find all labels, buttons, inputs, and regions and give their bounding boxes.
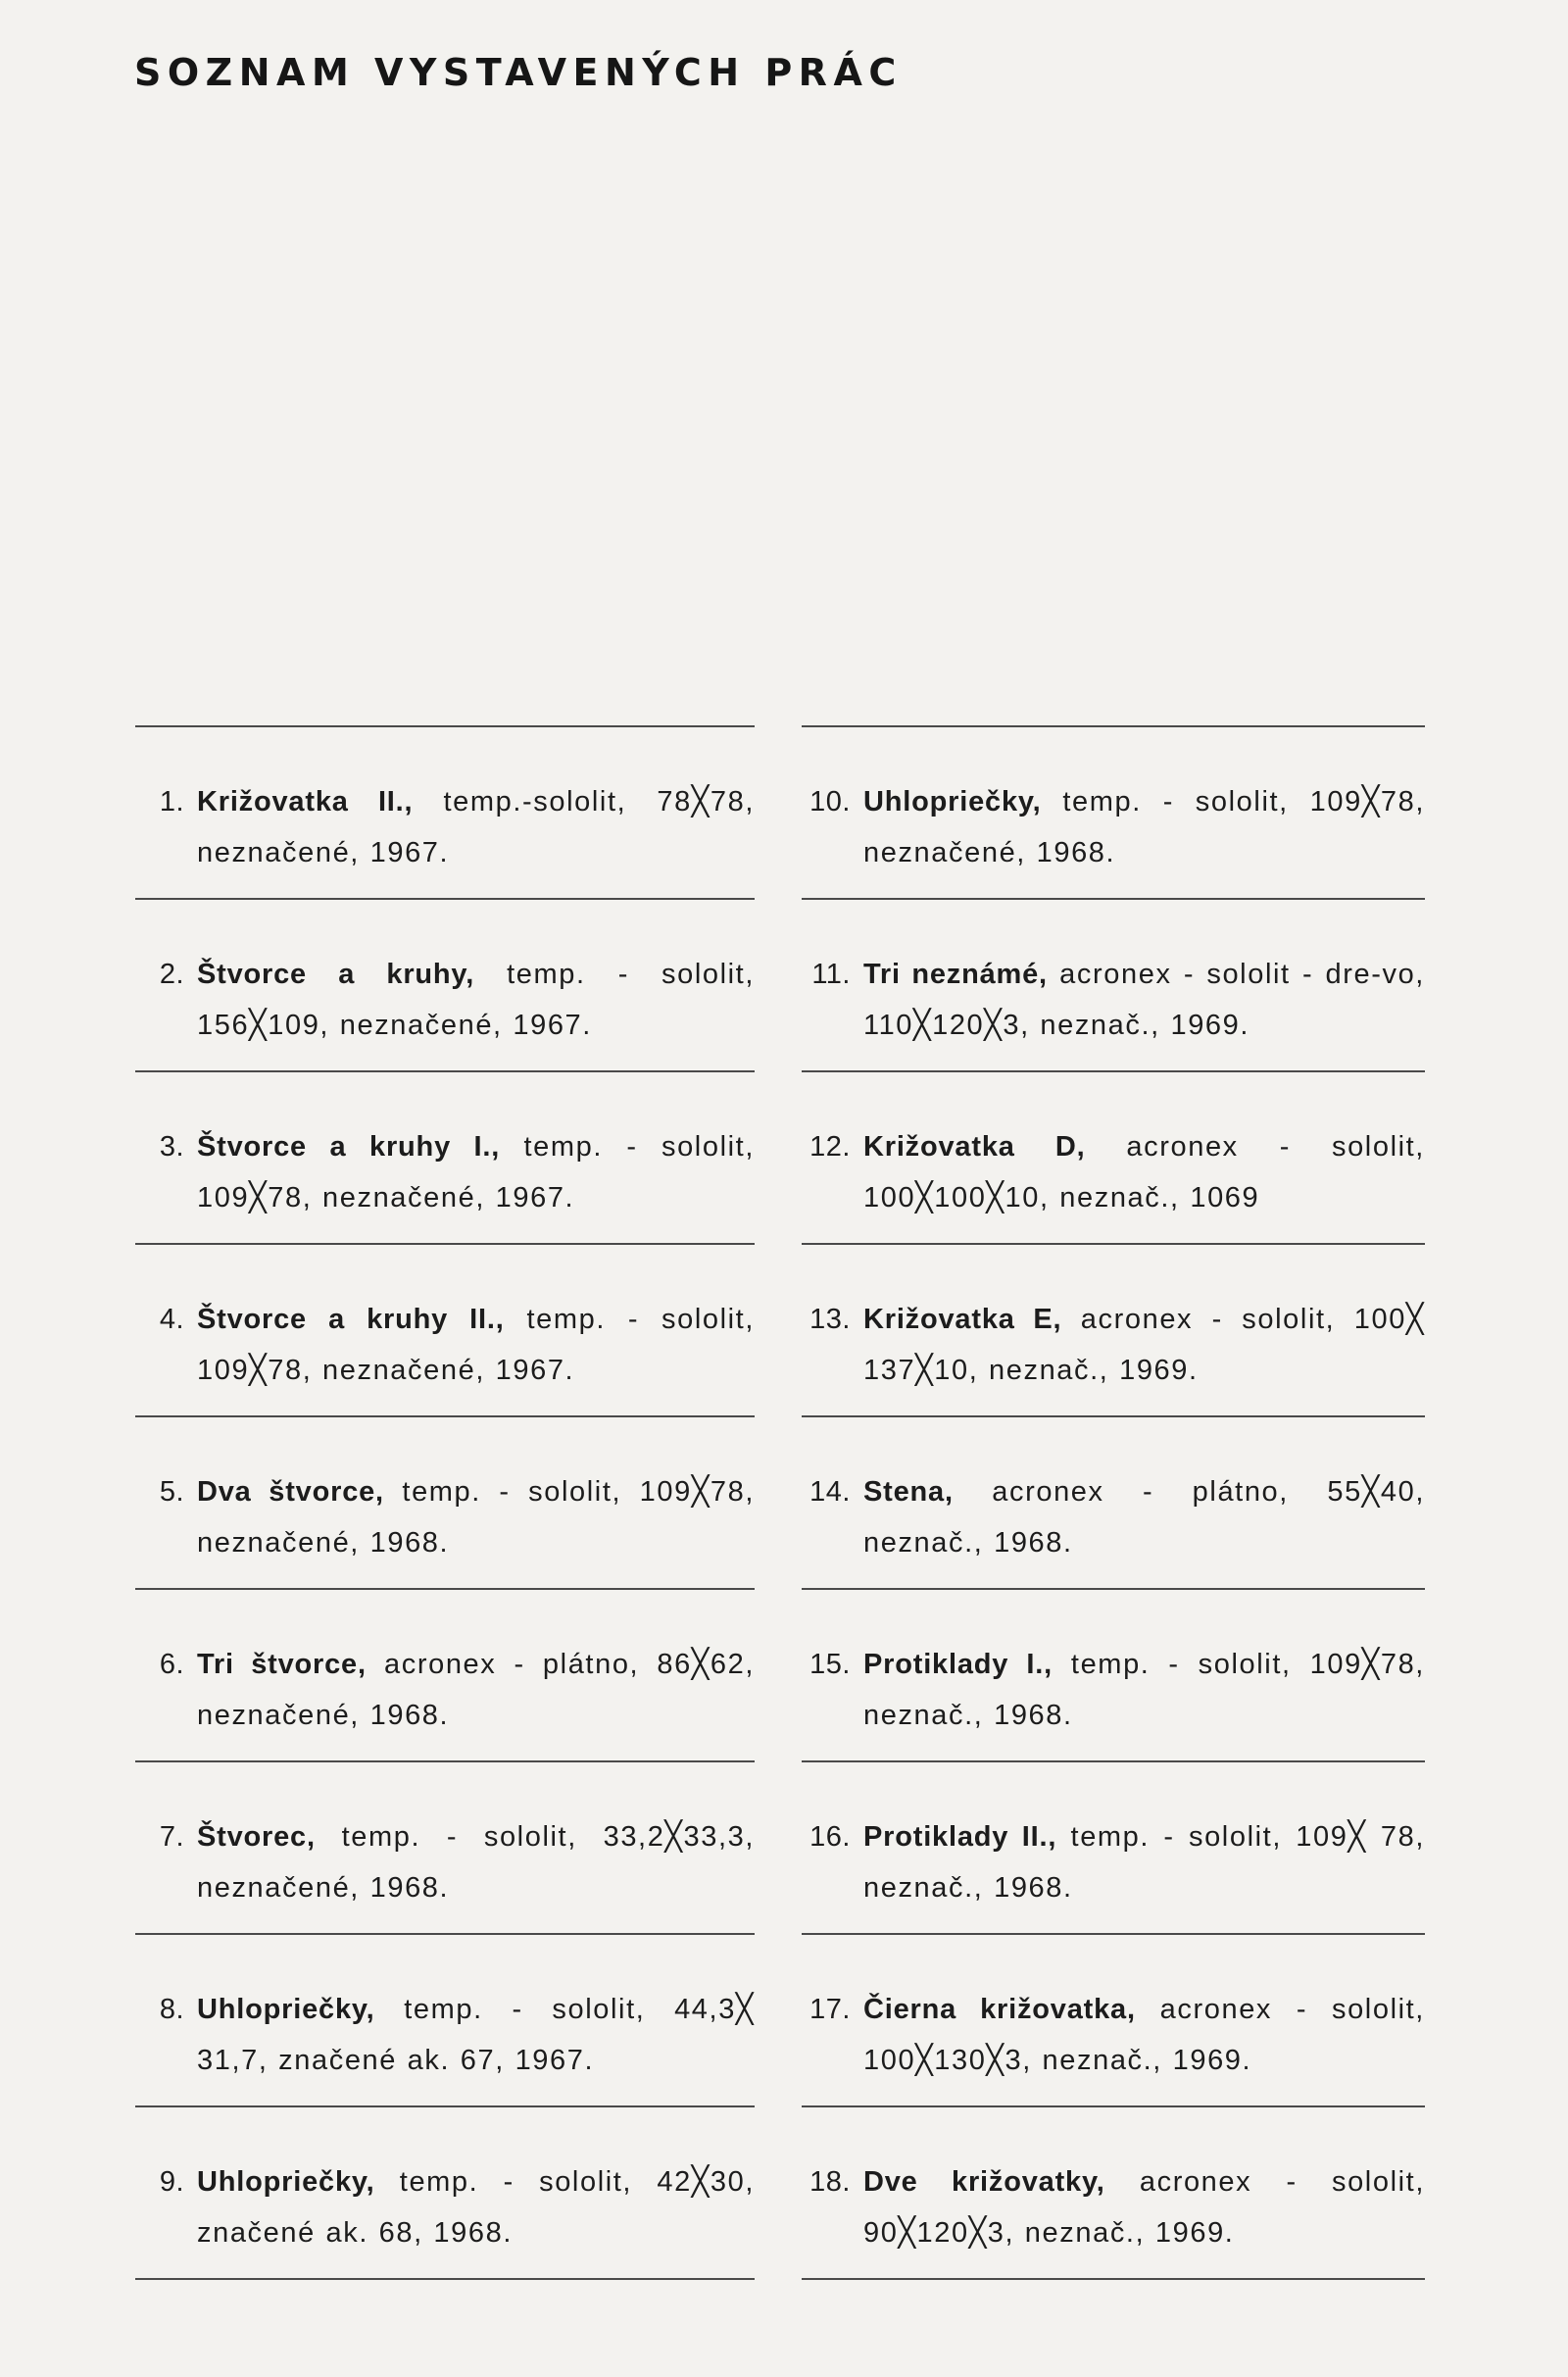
entry-number: 2.: [159, 959, 184, 990]
entry-title: Štvorce a kruhy I.,: [197, 1131, 501, 1163]
entry-title: Protiklady II.,: [863, 1821, 1057, 1853]
entry-text: [863, 1984, 1425, 2086]
catalog-entry: [135, 1762, 755, 1935]
entry-text: [863, 1811, 1425, 1913]
entry-description: temp. - sololit, 109╳78, neznač., 1968.: [863, 1649, 1425, 1731]
page-title: SOZNAM VYSTAVENÝCH PRÁC: [134, 51, 903, 94]
entry-title: Križovatka D,: [863, 1131, 1086, 1163]
entry-number: 4.: [159, 1304, 184, 1335]
entry-text: [863, 1121, 1425, 1223]
entry-number: 12.: [809, 1131, 851, 1163]
catalog-entry: [802, 2107, 1425, 2280]
catalog-entry: [135, 1417, 755, 1590]
entry-title: Štvorce a kruhy,: [197, 959, 475, 990]
entry-title: Tri štvorce,: [197, 1649, 367, 1680]
entry-text: [197, 1984, 755, 2086]
entry-title: Štvorec,: [197, 1821, 316, 1853]
entry-title: Tri neznámé,: [863, 959, 1048, 990]
catalog-entry: [802, 727, 1425, 900]
catalog-entry: [802, 900, 1425, 1072]
entry-number: 6.: [159, 1649, 184, 1680]
entry-number: 9.: [159, 2166, 184, 2198]
entry-description: acronex - sololit, 100╳130╳3, neznač., 1969.: [863, 1994, 1425, 2076]
entry-description: acronex - sololit - dre-vo, 110╳120╳3, neznač., 1969.: [863, 959, 1425, 1041]
entry-text: [197, 949, 755, 1051]
entry-number: 8.: [159, 1994, 184, 2025]
entry-title: Uhlopriečky,: [197, 2166, 375, 2198]
entry-text: [863, 949, 1425, 1051]
entry-description: temp. - sololit, 109╳78, neznačené, 1968.: [197, 1476, 755, 1559]
entry-text: [863, 1639, 1425, 1741]
catalog-entry: [135, 727, 755, 900]
catalog-entry: [802, 1935, 1425, 2107]
entry-text: [863, 1466, 1425, 1568]
entry-title: Čierna križovatka,: [863, 1994, 1136, 2025]
entry-text: [197, 1466, 755, 1568]
entry-description: temp.-sololit, 78╳78, neznačené, 1967.: [197, 786, 755, 868]
left-column: [135, 725, 755, 2280]
catalog-entry: [135, 900, 755, 1072]
entry-number: 16.: [809, 1821, 851, 1853]
entry-number: 11.: [811, 959, 851, 990]
entry-title: Uhlopriečky,: [863, 786, 1042, 817]
catalog-entry: [802, 1072, 1425, 1245]
catalog-entry: [135, 1072, 755, 1245]
entry-description: temp. - sololit, 42╳30, značené ak. 68, 1968.: [197, 2166, 755, 2249]
catalog-entry: [135, 1590, 755, 1762]
entry-number: 17.: [809, 1994, 851, 2025]
catalog-entry: [135, 1245, 755, 1417]
entry-number: 10.: [809, 786, 851, 817]
entry-number: 15.: [809, 1649, 851, 1680]
entry-description: acronex - sololit, 100╳ 137╳10, neznač., 1969.: [863, 1304, 1425, 1386]
entry-title: Križovatka E,: [863, 1304, 1062, 1335]
entry-text: [197, 1639, 755, 1741]
entry-number: 7.: [159, 1821, 184, 1853]
entry-description: acronex - sololit, 100╳100╳10, neznač., 1069: [863, 1131, 1425, 1213]
entry-description: acronex - sololit, 90╳120╳3, neznač., 1969.: [863, 2166, 1425, 2249]
entry-text: [197, 1811, 755, 1913]
entry-description: temp. - sololit, 156╳109, neznačené, 1967.: [197, 959, 755, 1041]
entry-number: 18.: [809, 2166, 851, 2198]
catalog-entry: [135, 2107, 755, 2280]
catalog-entry: [802, 1762, 1425, 1935]
entry-description: temp. - sololit, 44,3╳ 31,7, značené ak. 67, 1967.: [197, 1994, 755, 2076]
entry-text: [863, 2156, 1425, 2258]
entry-title: Dve križovatky,: [863, 2166, 1105, 2198]
entry-description: temp. - sololit, 109╳ 78, neznač., 1968.: [863, 1821, 1426, 1904]
catalog-entry: [802, 1417, 1425, 1590]
entry-title: Štvorce a kruhy II.,: [197, 1304, 505, 1335]
entry-description: temp. - sololit, 33,2╳33,3, neznačené, 1968.: [197, 1821, 755, 1904]
right-column: [802, 725, 1425, 2280]
entry-text: [863, 1294, 1425, 1396]
entry-number: 5.: [159, 1476, 184, 1508]
entry-text: [197, 776, 755, 878]
catalog-entry: [802, 1590, 1425, 1762]
entry-title: Uhlopriečky,: [197, 1994, 375, 2025]
entry-title: Protiklady I.,: [863, 1649, 1053, 1680]
entry-description: acronex - plátno, 55╳40, neznač., 1968.: [863, 1476, 1425, 1559]
entry-description: temp. - sololit, 109╳78, neznačené, 1967.: [197, 1131, 755, 1213]
entry-title: Križovatka II.,: [197, 786, 414, 817]
entry-description: temp. - sololit, 109╳78, neznačené, 1967.: [197, 1304, 755, 1386]
entry-number: 3.: [159, 1131, 184, 1163]
entry-text: [197, 2156, 755, 2258]
catalog-entry: [802, 1245, 1425, 1417]
entry-description: acronex - plátno, 86╳62, neznačené, 1968.: [197, 1649, 755, 1731]
entry-text: [863, 776, 1425, 878]
entry-number: 1.: [159, 786, 184, 817]
catalog-entry: [135, 1935, 755, 2107]
entry-title: Dva štvorce,: [197, 1476, 384, 1508]
entry-number: 14.: [809, 1476, 851, 1508]
entry-number: 13.: [809, 1304, 851, 1335]
entry-text: [197, 1121, 755, 1223]
entry-title: Stena,: [863, 1476, 954, 1508]
entry-text: [197, 1294, 755, 1396]
entry-description: temp. - sololit, 109╳78, neznačené, 1968.: [863, 786, 1425, 868]
